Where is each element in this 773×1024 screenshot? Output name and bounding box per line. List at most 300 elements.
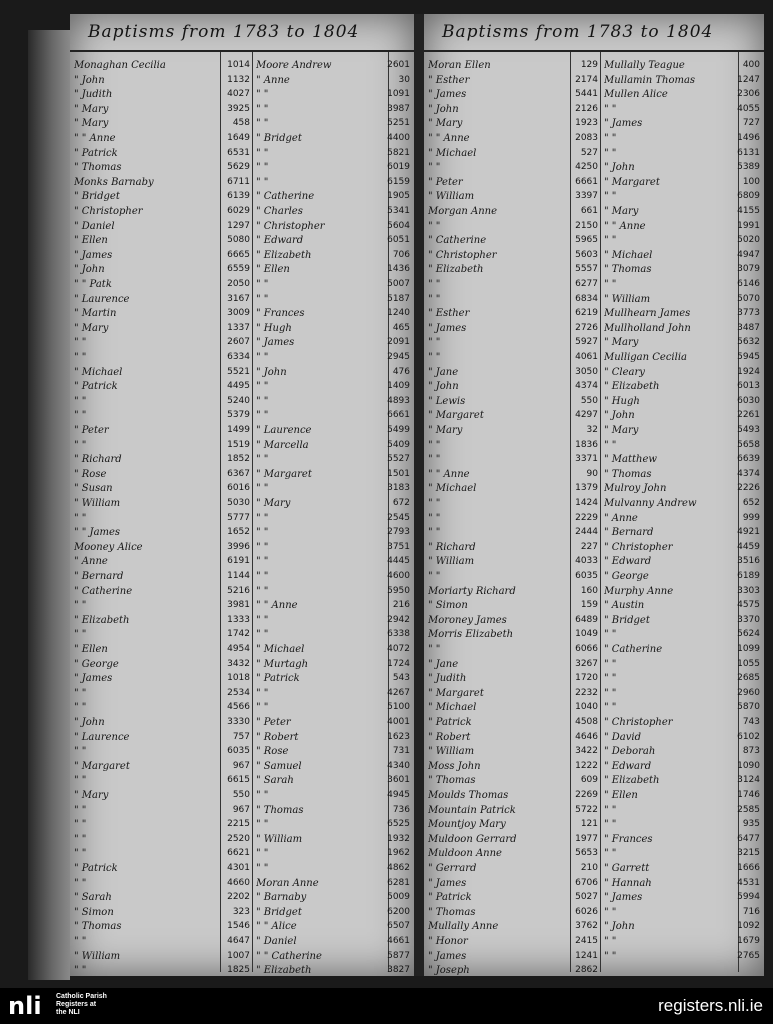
entry-name: " Mary <box>604 337 639 349</box>
entry-name: " Margaret <box>428 687 484 699</box>
entry-name: " " <box>604 804 617 816</box>
register-entry <box>70 732 252 748</box>
entry-name: " " <box>256 571 269 582</box>
register-entry <box>252 89 412 105</box>
left-register-page <box>70 14 414 976</box>
register-entry <box>70 746 252 762</box>
entry-number: 5658 <box>737 439 760 450</box>
register-entry <box>424 761 600 777</box>
entry-name: " Deborah <box>604 746 656 758</box>
register-entry <box>70 177 252 193</box>
register-entry <box>600 834 762 850</box>
register-entry <box>252 936 412 952</box>
entry-number: 3487 <box>737 322 760 333</box>
register-entry <box>600 118 762 134</box>
register-entry <box>252 162 412 178</box>
entry-number: 1040 <box>575 702 598 713</box>
register-entry <box>424 936 600 952</box>
register-entry <box>424 892 600 908</box>
entry-name: " Elizabeth <box>256 965 312 976</box>
entry-name: " Robert <box>428 731 471 743</box>
entry-number: 1742 <box>227 629 250 640</box>
entry-name: " Jane <box>428 366 459 378</box>
entry-number: 2229 <box>575 512 598 523</box>
entry-name: " " <box>256 89 269 101</box>
entry-name: " " <box>74 439 87 451</box>
entry-number: 4267 <box>387 687 410 698</box>
entry-name: " John <box>74 74 105 86</box>
entry-number: 1746 <box>737 790 760 800</box>
register-entry <box>70 615 252 631</box>
entry-number: 3422 <box>575 746 598 757</box>
entry-name: " " <box>74 819 87 831</box>
entry-name: " " <box>604 133 617 144</box>
register-entry <box>252 454 412 470</box>
entry-number: 1436 <box>387 264 410 275</box>
entry-name: " John <box>256 366 287 378</box>
entry-number: 5965 <box>575 235 598 246</box>
register-entry <box>252 878 412 894</box>
entry-number: 1991 <box>737 220 760 231</box>
right-page-column-1 <box>424 56 600 976</box>
entry-number: 5251 <box>387 118 410 129</box>
register-entry <box>424 542 600 558</box>
entry-name: " Mary <box>74 103 109 115</box>
entry-name: " " <box>256 483 269 495</box>
entry-number: 4647 <box>227 936 250 946</box>
entry-number: 550 <box>580 395 598 406</box>
register-entry <box>70 848 252 864</box>
entry-number: 706 <box>392 249 410 260</box>
nli-logo[interactable]: nli <box>8 992 42 1020</box>
register-entry <box>424 89 600 105</box>
entry-name: " " <box>256 454 269 466</box>
entry-number: 6013 <box>737 381 760 392</box>
register-entry <box>600 221 762 237</box>
entry-name: " " <box>256 147 269 159</box>
entry-name: " Martin <box>74 308 117 320</box>
entry-name: " " <box>428 644 441 655</box>
entry-number: 1297 <box>227 220 250 231</box>
register-entry <box>424 75 600 91</box>
entry-name: " Simon <box>74 906 114 918</box>
register-entry <box>600 586 762 602</box>
register-entry <box>252 308 412 324</box>
register-entry <box>424 644 600 660</box>
entry-name: " " <box>256 556 269 568</box>
register-entry <box>424 425 600 441</box>
register-entry <box>424 702 600 718</box>
register-entry <box>600 629 762 645</box>
register-entry <box>424 615 600 631</box>
entry-number: 935 <box>742 819 760 830</box>
entry-name: " " Anne <box>428 468 470 480</box>
register-entry <box>600 848 762 864</box>
register-entry <box>70 60 252 76</box>
entry-name: " " <box>604 147 617 159</box>
book-gutter <box>414 14 424 976</box>
entry-number: 4661 <box>387 936 410 946</box>
entry-name: " " Anne <box>256 600 298 612</box>
register-entry <box>70 863 252 879</box>
entry-number: 6219 <box>575 308 598 319</box>
entry-number: 6809 <box>737 191 760 202</box>
entry-name: " Mary <box>428 118 463 130</box>
register-entry <box>70 527 252 543</box>
entry-name: " " <box>256 176 269 188</box>
register-entry <box>424 848 600 864</box>
register-entry <box>424 337 600 353</box>
entry-number: 1337 <box>227 322 250 333</box>
register-entry <box>600 571 762 587</box>
entry-name: " John <box>428 103 459 115</box>
register-entry <box>70 483 252 499</box>
register-entry <box>424 133 600 149</box>
entry-name: " " Anne <box>428 133 470 144</box>
left-page-column-1 <box>70 56 252 976</box>
entry-number: 2091 <box>387 337 410 348</box>
register-entry <box>424 469 600 485</box>
entry-number: 5557 <box>575 264 598 275</box>
register-entry <box>600 264 762 280</box>
register-entry <box>424 235 600 251</box>
register-entry <box>70 104 252 120</box>
entry-number: 210 <box>580 863 598 873</box>
entry-name: " Bridget <box>604 614 650 626</box>
register-entry <box>600 381 762 397</box>
entry-name: " Michael <box>256 644 305 655</box>
entry-number: 5527 <box>387 454 410 465</box>
entry-number: 5027 <box>575 892 598 903</box>
register-entry <box>252 177 412 193</box>
register-entry <box>600 425 762 441</box>
register-entry <box>70 498 252 514</box>
entry-number: 5722 <box>575 804 598 815</box>
entry-number: 6189 <box>737 571 760 581</box>
register-entry <box>424 907 600 923</box>
site-link[interactable]: registers.nli.ie <box>658 996 763 1015</box>
entry-number: 2545 <box>387 512 410 523</box>
entry-number: 2685 <box>737 673 760 684</box>
entry-name: " Anne <box>604 512 638 524</box>
register-entry <box>252 863 412 879</box>
register-entry <box>424 805 600 821</box>
register-entry <box>70 673 252 689</box>
entry-number: 4531 <box>737 877 760 888</box>
entry-name: " James <box>428 322 467 334</box>
entry-name: " " <box>428 337 441 349</box>
register-entry <box>252 673 412 689</box>
register-entry <box>600 162 762 178</box>
entry-name: Murphy Anne <box>604 585 674 597</box>
entry-name: Moran Anne <box>256 877 319 889</box>
entry-name: " " <box>604 103 617 115</box>
entry-number: 2215 <box>227 819 250 830</box>
register-entry <box>424 206 600 222</box>
register-entry <box>600 951 762 967</box>
register-entry <box>70 367 252 383</box>
register-entry <box>252 629 412 645</box>
register-entry <box>252 761 412 777</box>
entry-name: " Thomas <box>74 162 122 174</box>
register-entry <box>70 586 252 602</box>
register-entry <box>252 60 412 76</box>
register-entry <box>252 907 412 923</box>
entry-number: 3079 <box>737 264 760 275</box>
entry-number: 3516 <box>737 556 760 567</box>
register-entry <box>600 702 762 718</box>
entry-name: " Samuel <box>256 760 302 772</box>
entry-number: 3987 <box>387 103 410 114</box>
entry-name: " Catherine <box>428 235 487 247</box>
register-entry <box>70 264 252 280</box>
register-entry <box>424 629 600 645</box>
entry-name: " " <box>256 629 269 641</box>
entry-number: 1652 <box>227 527 250 538</box>
entry-number: 1501 <box>387 468 410 479</box>
entry-number: 1679 <box>737 936 760 946</box>
entry-number: 2765 <box>737 950 760 961</box>
entry-name: " Catherine <box>74 585 133 597</box>
entry-number: 5870 <box>737 702 760 713</box>
entry-number: 5632 <box>737 337 760 348</box>
register-entry <box>600 615 762 631</box>
register-entry <box>424 162 600 178</box>
register-entry <box>252 294 412 310</box>
entry-name: " " <box>74 877 87 889</box>
entry-number: 1241 <box>575 950 598 961</box>
entry-name: " Cleary <box>604 366 645 378</box>
register-entry <box>424 571 600 587</box>
entry-name: " " James <box>74 527 121 539</box>
register-entry <box>252 775 412 791</box>
entry-number: 1007 <box>227 950 250 961</box>
entry-number: 1496 <box>737 133 760 143</box>
register-entry <box>70 352 252 368</box>
entry-number: 1924 <box>737 366 760 377</box>
entry-name: " " <box>428 352 441 363</box>
entry-name: " Thomas <box>256 804 304 816</box>
entry-number: 3124 <box>737 775 760 786</box>
entry-name: " " <box>74 848 87 860</box>
entry-number: 1977 <box>575 833 598 844</box>
register-entry <box>424 396 600 412</box>
register-entry <box>424 600 600 616</box>
entry-name: " David <box>604 731 642 743</box>
register-entry <box>424 148 600 164</box>
entry-name: " Christopher <box>604 541 673 553</box>
entry-number: 465 <box>392 322 410 333</box>
entry-name: " Jane <box>428 658 459 670</box>
entry-name: " James <box>428 950 467 962</box>
register-entry <box>252 615 412 631</box>
entry-number: 2942 <box>387 614 410 625</box>
entry-number: 4301 <box>227 863 250 873</box>
entry-name: Mullhearn James <box>604 308 691 320</box>
register-entry <box>252 396 412 412</box>
entry-name: " " <box>256 395 269 407</box>
entry-number: 2226 <box>737 483 760 494</box>
register-entry <box>70 936 252 952</box>
register-entry <box>70 133 252 149</box>
register-entry <box>252 279 412 295</box>
register-entry <box>424 586 600 602</box>
register-entry <box>70 454 252 470</box>
register-entry <box>424 746 600 762</box>
entry-number: 4155 <box>737 206 760 216</box>
entry-name: " William <box>74 498 121 509</box>
entry-name: Moroney James <box>428 614 507 626</box>
entry-name: " Robert <box>256 731 299 743</box>
entry-number: 476 <box>392 366 410 377</box>
register-entry <box>70 381 252 397</box>
entry-name: " " <box>604 279 617 290</box>
register-entry <box>252 921 412 937</box>
entry-number: 5389 <box>737 162 760 173</box>
entry-name: " Catherine <box>604 644 663 655</box>
entry-number: 2232 <box>575 687 598 698</box>
entry-number: 2415 <box>575 936 598 946</box>
entry-number: 2585 <box>737 804 760 815</box>
register-entry <box>600 659 762 675</box>
register-entry <box>424 308 600 324</box>
entry-number: 1424 <box>575 498 598 508</box>
entry-name: " " <box>428 220 441 232</box>
entry-number: 3215 <box>737 848 760 859</box>
entry-name: " Patrick <box>74 147 118 159</box>
entry-name: " " <box>256 541 269 553</box>
register-entry <box>600 469 762 485</box>
register-entry <box>70 469 252 485</box>
entry-number: 2174 <box>575 74 598 85</box>
register-entry <box>252 746 412 762</box>
register-entry <box>424 250 600 266</box>
register-entry <box>70 600 252 616</box>
entry-name: " Richard <box>74 454 122 466</box>
entry-name: " James <box>428 89 467 101</box>
entry-name: " Frances <box>256 308 305 320</box>
entry-name: " " <box>428 527 441 539</box>
entry-name: " " Patk <box>74 279 112 290</box>
entry-name: Mullamin Thomas <box>604 74 696 86</box>
entry-number: 1099 <box>737 644 760 654</box>
entry-name: " John <box>604 162 635 174</box>
entry-name: " Murtagh <box>256 658 309 670</box>
entry-name: " " <box>256 863 269 874</box>
entry-number: 4001 <box>387 717 410 727</box>
register-entry <box>252 264 412 280</box>
entry-number: 1905 <box>387 191 410 202</box>
entry-name: " William <box>428 191 475 203</box>
register-entry <box>70 819 252 835</box>
entry-name: " " <box>604 819 617 831</box>
entry-name: " Thomas <box>74 921 122 933</box>
register-entry <box>600 60 762 76</box>
entry-name: " " <box>256 410 269 422</box>
entry-name: " Elizabeth <box>74 614 130 626</box>
register-entry <box>70 542 252 558</box>
entry-name: " George <box>604 571 649 582</box>
register-entry <box>70 790 252 806</box>
register-entry <box>600 921 762 937</box>
entry-number: 5379 <box>227 410 250 421</box>
entry-number: 6621 <box>227 848 250 859</box>
entry-number: 6477 <box>737 833 760 844</box>
register-entry <box>424 440 600 456</box>
entry-number: 1018 <box>227 673 250 684</box>
entry-name: " James <box>604 118 643 130</box>
entry-number: 2520 <box>227 833 250 844</box>
entry-number: 4660 <box>227 877 250 888</box>
register-entry <box>600 498 762 514</box>
entry-name: " Edward <box>604 556 652 568</box>
left-page-title: Baptisms from 1783 to 1804 <box>70 22 414 52</box>
register-entry <box>600 235 762 251</box>
entry-number: 4508 <box>575 717 598 727</box>
entry-number: 6030 <box>737 395 760 406</box>
entry-number: 736 <box>392 804 410 815</box>
register-entry <box>252 571 412 587</box>
entry-name: " Michael <box>428 702 477 714</box>
register-entry <box>252 688 412 704</box>
register-entry <box>600 688 762 704</box>
register-entry <box>424 732 600 748</box>
register-entry <box>424 878 600 894</box>
entry-name: " Esther <box>428 74 470 86</box>
entry-name: " " <box>74 702 87 714</box>
entry-number: 2050 <box>227 279 250 289</box>
entry-name: " " <box>74 512 87 524</box>
entry-name: " " <box>604 629 617 641</box>
entry-number: 550 <box>232 790 250 800</box>
register-entry <box>600 542 762 558</box>
entry-number: 672 <box>392 498 410 508</box>
entry-name: " Lewis <box>428 395 466 407</box>
entry-name: " Christopher <box>428 249 497 261</box>
register-entry <box>70 892 252 908</box>
entry-number: 1649 <box>227 133 250 143</box>
entry-number: 6200 <box>387 906 410 917</box>
register-entry <box>70 688 252 704</box>
register-entry <box>424 381 600 397</box>
entry-number: 4646 <box>575 731 598 742</box>
entry-name: " " <box>604 191 617 203</box>
entry-number: 323 <box>232 906 250 917</box>
register-entry <box>424 191 600 207</box>
entry-number: 2202 <box>227 892 250 903</box>
entry-name: " James <box>74 673 113 685</box>
register-entry <box>252 659 412 675</box>
entry-number: 6146 <box>737 279 760 289</box>
entry-name: " " <box>74 395 87 407</box>
register-entry <box>70 89 252 105</box>
entry-name: " Mary <box>74 790 109 801</box>
entry-name: " Laurence <box>256 425 312 436</box>
register-entry <box>70 513 252 529</box>
register-entry <box>600 732 762 748</box>
entry-name: " " <box>256 381 269 393</box>
entry-name: Mountjoy Mary <box>428 819 506 831</box>
entry-name: " " Anne <box>604 220 646 232</box>
register-entry <box>600 279 762 295</box>
entry-number: 6035 <box>227 746 250 757</box>
entry-number: 5070 <box>737 293 760 304</box>
register-entry <box>600 761 762 777</box>
register-entry <box>424 965 600 976</box>
entry-number: 3925 <box>227 103 250 114</box>
entry-number: 6507 <box>387 921 410 932</box>
register-entry <box>252 892 412 908</box>
